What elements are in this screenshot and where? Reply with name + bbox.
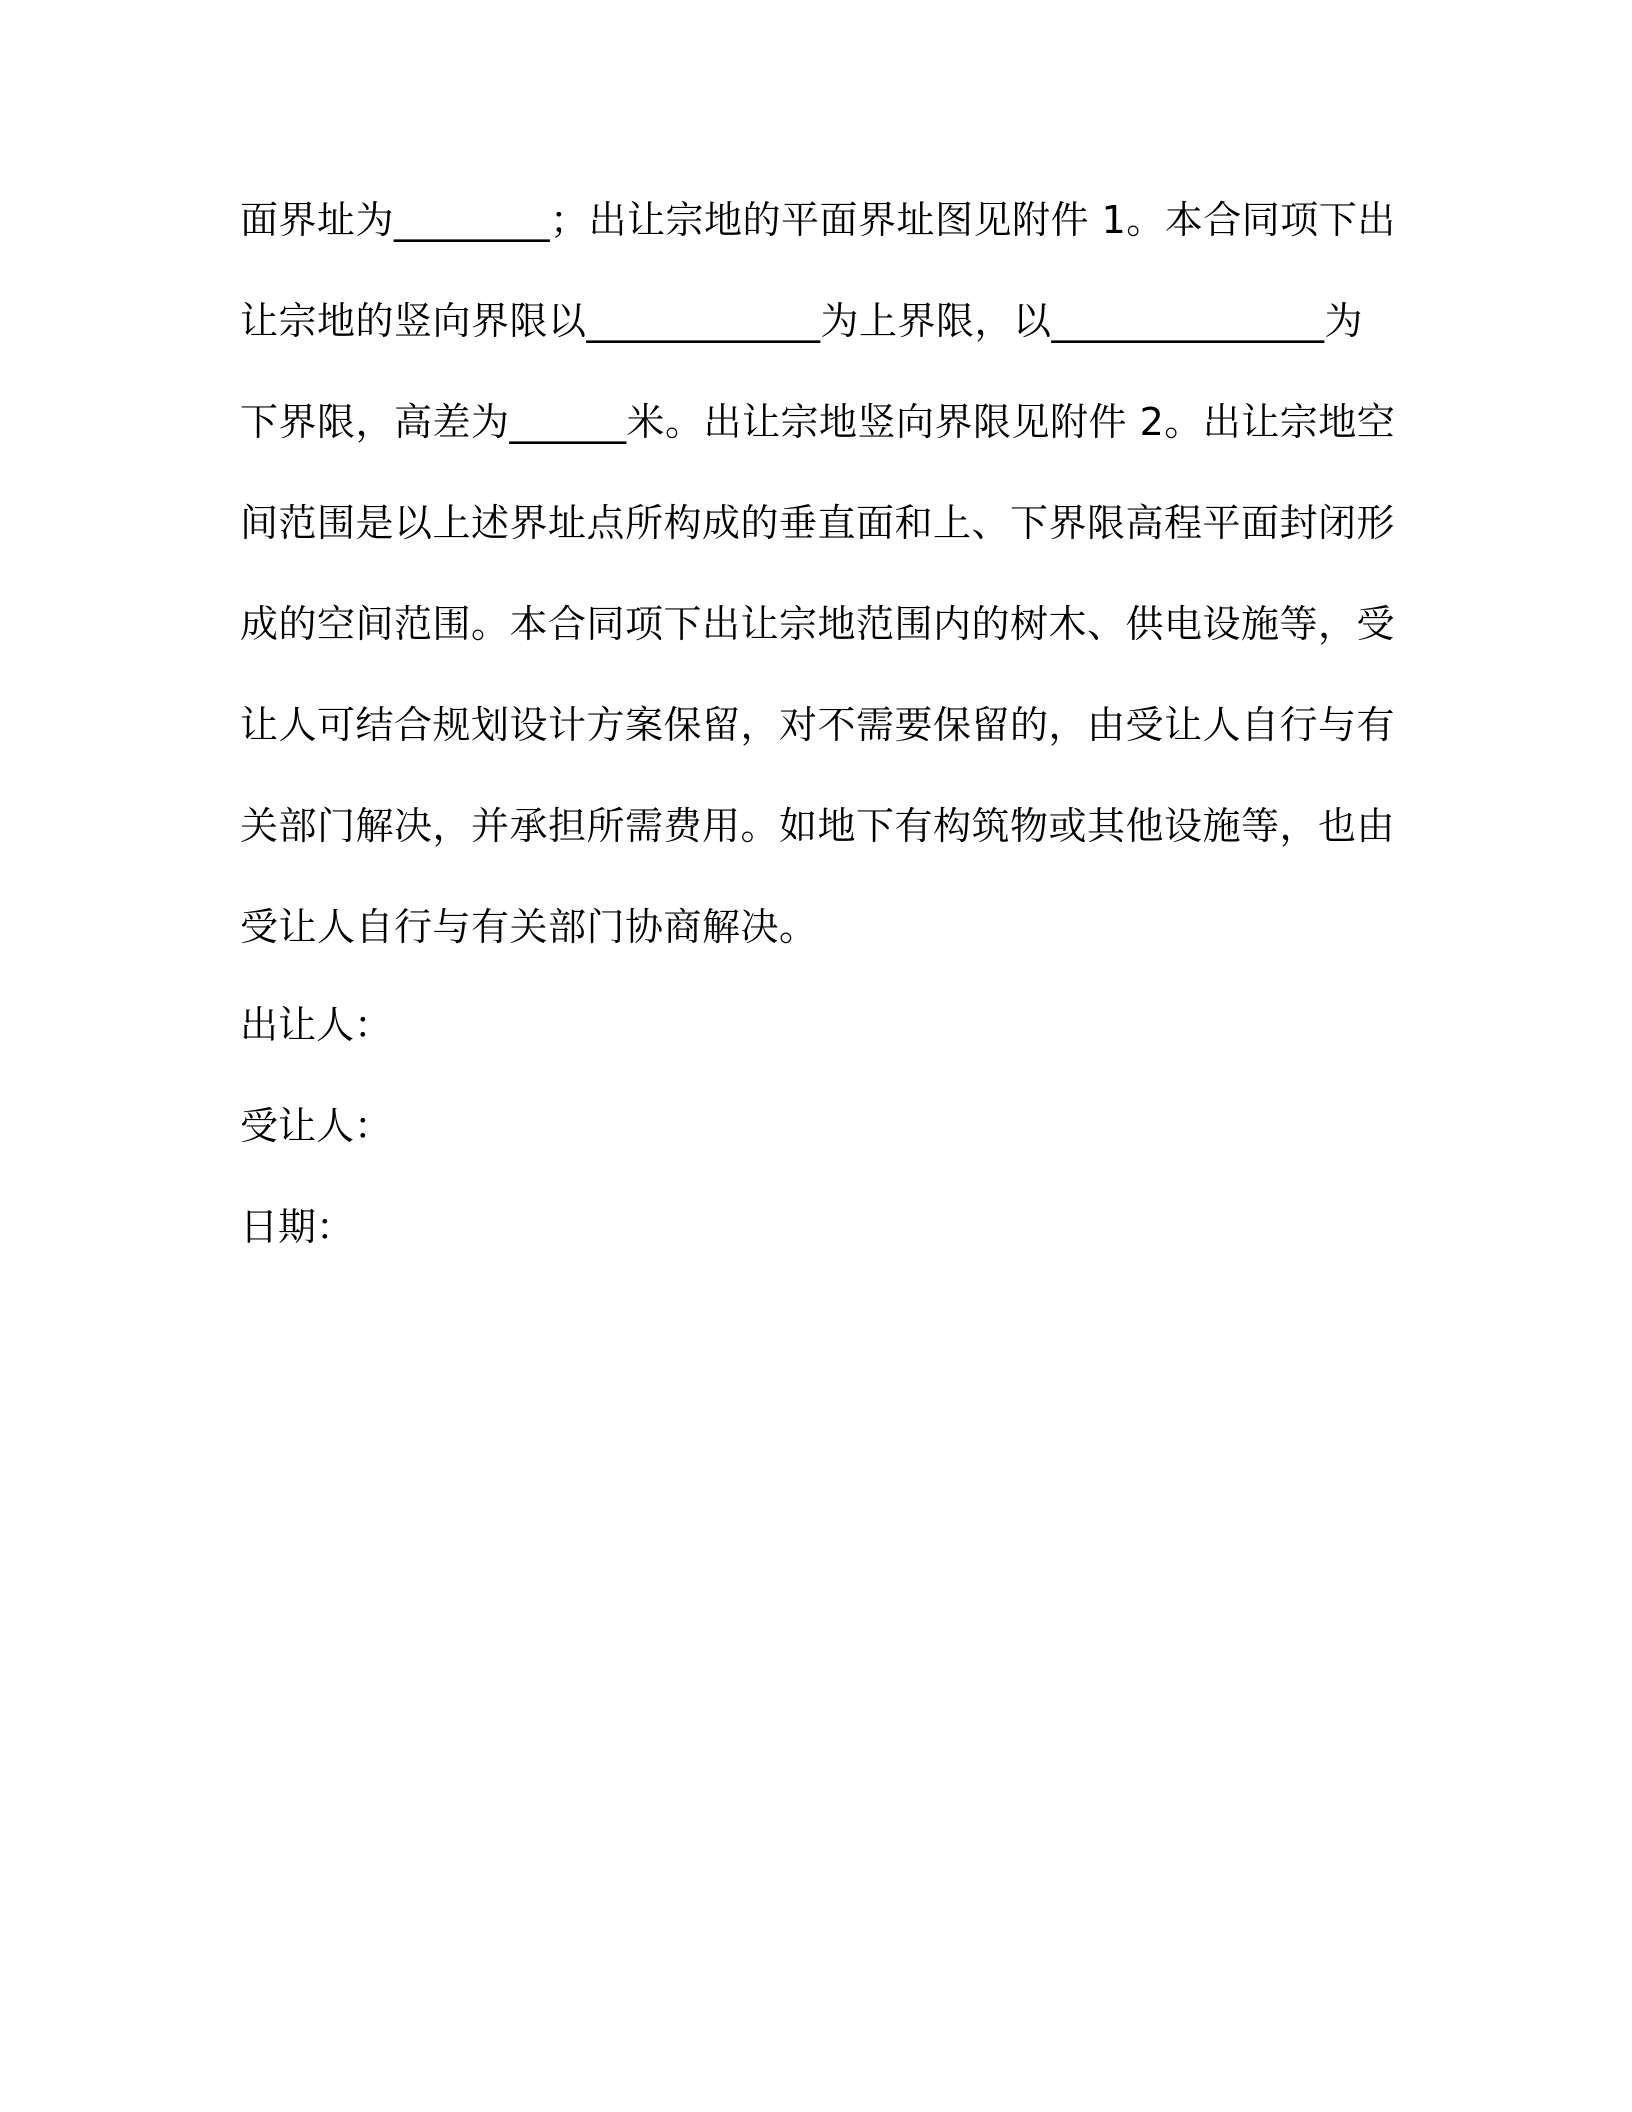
paragraph-line-5: 成的空间范围。本合同项下出让宗地范围内的树木、供电设施等，受 [240, 602, 1396, 646]
paragraph-line-2: 让宗地的竖向界限以____________为上界限，以______________为 [240, 299, 1364, 343]
paragraph-line-1: 面界址为________；出让宗地的平面界址图见附件 1。本合同项下出 [240, 198, 1396, 242]
signature-block [240, 990, 840, 1293]
paragraph-line-4: 间范围是以上述界址点所构成的垂直面和上、下界限高程平面封闭形 [240, 501, 1396, 545]
transferee-label: 受让人： [240, 1104, 393, 1148]
paragraph-line-8: 受让人自行与有关部门协商解决。 [240, 905, 818, 949]
date-label: 日期： [240, 1205, 355, 1249]
paragraph-line-7: 关部门解决，并承担所需费用。如地下有构筑物或其他设施等，也由 [240, 804, 1396, 848]
contract-clause-paragraph [240, 185, 1410, 993]
paragraph-line-6: 让人可结合规划设计方案保留，对不需要保留的，由受让人自行与有 [240, 703, 1396, 747]
paragraph-line-3: 下界限，高差为______米。出让宗地竖向界限见附件 2。出让宗地空 [240, 400, 1396, 444]
transferor-label: 出让人： [240, 1003, 393, 1047]
